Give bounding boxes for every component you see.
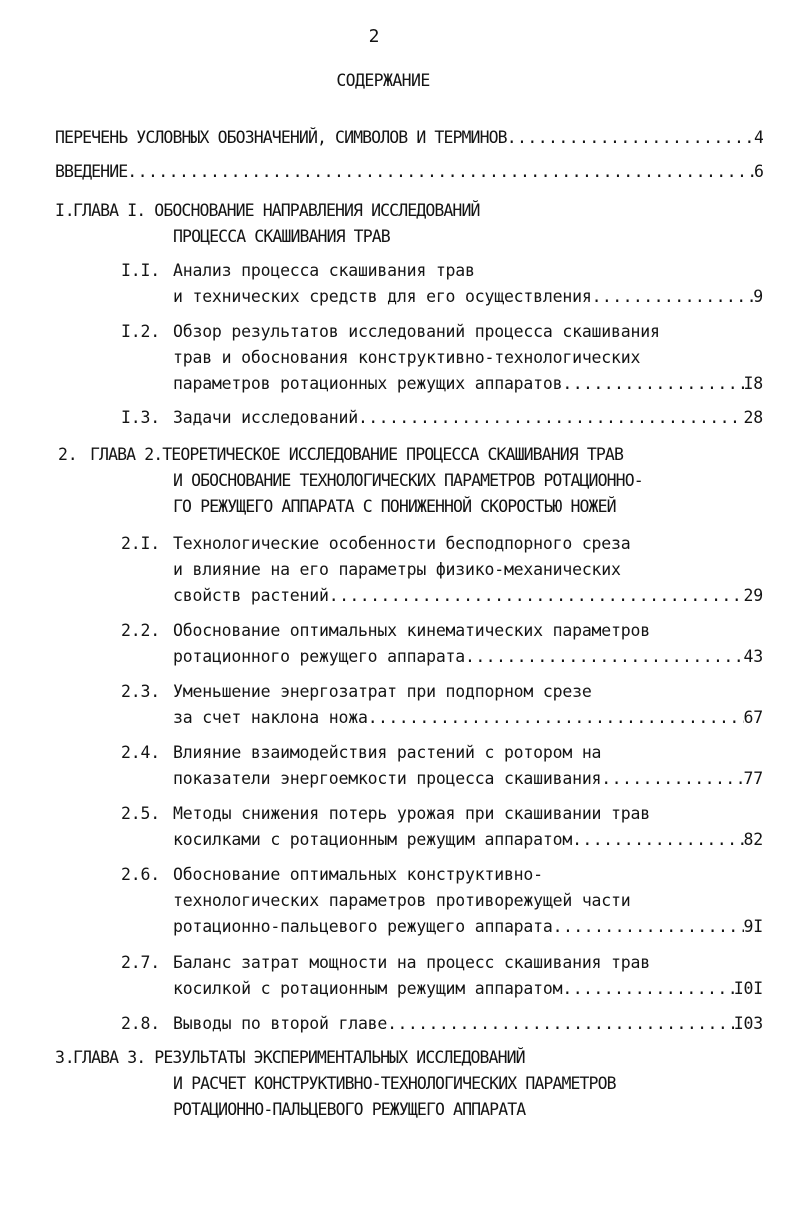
toc-entry-page: 77 (743, 769, 763, 788)
dot-leader (572, 827, 743, 853)
dot-leader (465, 644, 744, 670)
toc-entry-number: 2.2. (121, 621, 160, 640)
toc-entry-page: 29 (743, 586, 763, 605)
toc-entry-title: Уменьшение энергозатрат при подпорном срезе (173, 682, 592, 701)
dot-leader (553, 914, 744, 940)
page-number: 2 (368, 26, 380, 47)
toc-entry-title: ГЛАВА 2.ТЕОРЕТИЧЕСКОЕ ИССЛЕДОВАНИЕ ПРОЦЕССА СКАШИВАНИЯ ТРАВ (90, 445, 623, 464)
toc-entry-title: за счет наклона ножа (173, 708, 368, 727)
toc-entry-title: Выводы по второй главе (173, 1014, 388, 1033)
toc-entry-title: ПРОЦЕССА СКАШИВАНИЯ ТРАВ (173, 227, 390, 246)
toc-entry-title: показатели энергоемкости процесса скашивания (173, 769, 602, 788)
toc-entry-title: и технических средств для его осуществления (173, 287, 592, 306)
toc-entry-page: I03 (733, 1014, 763, 1033)
toc-entry-title: свойств растений (173, 586, 329, 605)
toc-entry-title: Задачи исследований (173, 408, 358, 427)
toc-entry-title: параметров ротационных режущих аппаратов (173, 374, 563, 393)
toc-entry-page: 82 (743, 830, 763, 849)
toc-entry-number: 2.I. (121, 534, 160, 553)
toc-entry-title: Обзор результатов исследований процесса скашивания (173, 322, 660, 341)
toc-entry-page: I8 (743, 374, 763, 393)
toc-entry-title: Технологические особенности бесподпорного среза (173, 534, 631, 553)
toc-entry-title: косилкой с ротационным режущим аппаратом (173, 979, 563, 998)
dot-leader (358, 405, 744, 431)
toc-entry-title: Обоснование оптимальных кинематических параметров (173, 621, 650, 640)
toc-entry-title: ГЛАВА I. ОБОСНОВАНИЕ НАПРАВЛЕНИЯ ИССЛЕДОВАНИЙ (73, 201, 480, 220)
toc-entry-title: Методы снижения потерь урожая при скашивании трав (173, 804, 650, 823)
toc-entry-page: 67 (743, 708, 763, 727)
toc-entry-page: I0I (733, 979, 763, 998)
toc-entry-title: и влияние на его параметры физико-механических (173, 560, 621, 579)
toc-entry-page: 28 (743, 408, 763, 427)
toc-entry-title: ВВЕДЕНИЕ (55, 162, 128, 181)
dot-leader (127, 159, 754, 185)
toc-entry-number: 2.5. (121, 804, 160, 823)
toc-entry-number: 2.7. (121, 953, 160, 972)
toc-entry-title: Баланс затрат мощности на процесс скашивания трав (173, 953, 650, 972)
toc-entry-title: ГО РЕЖУЩЕГО АППАРАТА С ПОНИЖЕННОЙ СКОРОСТЬЮ НОЖЕЙ (173, 497, 616, 516)
dot-leader (562, 976, 733, 1002)
toc-entry-title: Влияние взаимодействия растений с ротором на (173, 743, 602, 762)
toc-entry-title: И ОБОСНОВАНИЕ ТЕХНОЛОГИЧЕСКИХ ПАРАМЕТРОВ РОТАЦИОННО- (173, 471, 643, 490)
dot-leader (507, 125, 754, 151)
toc-entry-page: 4 (753, 128, 763, 147)
toc-entry-title: ПЕРЕЧЕНЬ УСЛОВНЫХ ОБОЗНАЧЕНИЙ, СИМВОЛОВ И ТЕРМИНОВ (55, 128, 507, 147)
toc-entry-number: 3. (55, 1048, 75, 1067)
toc-entry-number: I.2. (121, 322, 160, 341)
toc-entry-title: трав и обоснования конструктивно-технологических (173, 348, 641, 367)
toc-entry-number: I.3. (121, 408, 160, 427)
toc-entry-title: Обоснование оптимальных конструктивно- (173, 865, 543, 884)
toc-entry-number: I.I. (121, 261, 160, 280)
page-title: СОДЕРЖАНИЕ (336, 71, 430, 90)
toc-entry-number: 2.8. (121, 1014, 160, 1033)
toc-entry-title: И РАСЧЕТ КОНСТРУКТИВНО-ТЕХНОЛОГИЧЕСКИХ ПАРАМЕТРОВ (173, 1074, 616, 1093)
toc-entry-title: ротационного режущего аппарата (173, 647, 466, 666)
toc-entry-number: I. (55, 201, 75, 220)
toc-entry-page: 43 (743, 647, 763, 666)
dot-leader (329, 583, 744, 609)
toc-entry-title: косилками с ротационным режущим аппаратом (173, 830, 573, 849)
toc-entry-number: 2.6. (121, 865, 160, 884)
toc-entry-title: Анализ процесса скашивания трав (173, 261, 475, 280)
toc-entry-number: 2.3. (121, 682, 160, 701)
toc-entry-title: ротационно-пальцевого режущего аппарата (173, 917, 553, 936)
dot-leader (592, 284, 754, 310)
toc-entry-title: РОТАЦИОННО-ПАЛЬЦЕВОГО РЕЖУЩЕГО АППАРАТА (173, 1100, 526, 1119)
toc-entry-page: 9I (743, 917, 763, 936)
toc-entry-title: технологических параметров противорежущей части (173, 891, 631, 910)
toc-entry-page: 9 (753, 287, 763, 306)
toc-entry-page: 6 (753, 162, 763, 181)
toc-entry-number: 2. (58, 445, 78, 464)
dot-leader (387, 1011, 734, 1037)
dot-leader (368, 705, 744, 731)
toc-entry-number: 2.4. (121, 743, 160, 762)
dot-leader (601, 766, 743, 792)
dot-leader (562, 371, 743, 397)
toc-entry-title: ГЛАВА 3. РЕЗУЛЬТАТЫ ЭКСПЕРИМЕНТАЛЬНЫХ ИССЛЕДОВАНИЙ (73, 1048, 525, 1067)
